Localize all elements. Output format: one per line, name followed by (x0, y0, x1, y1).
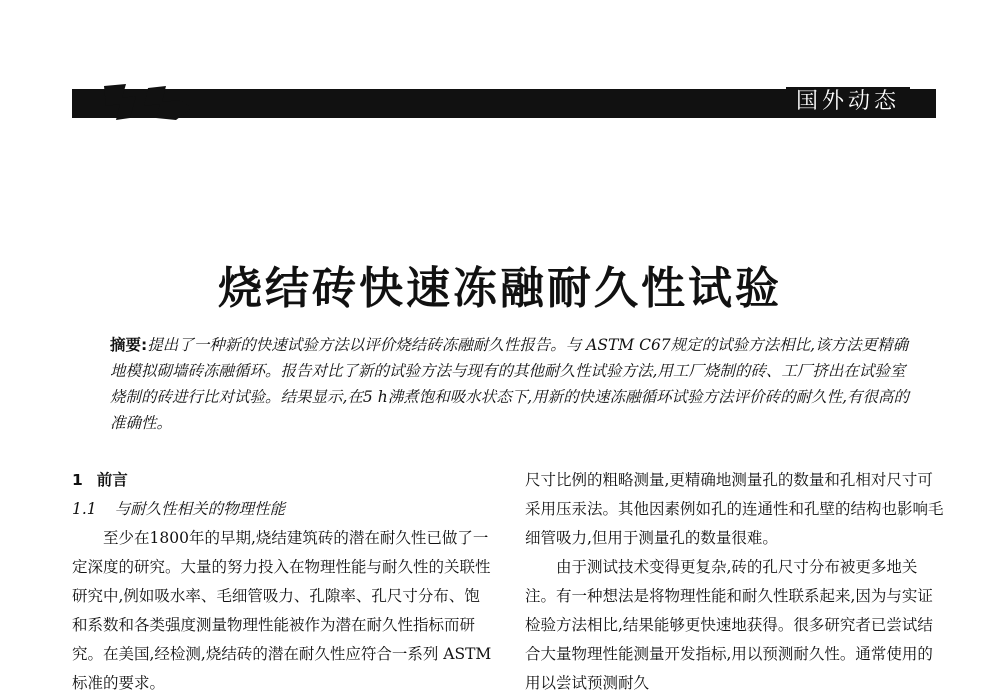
section-title: 前言 (96, 471, 128, 489)
abstract-label: 摘要: (110, 336, 148, 354)
subsection-heading (72, 495, 492, 524)
body-paragraph: 由于测试技术变得更复杂,砖的孔尺寸分布被更多地关注。有一种想法是将物理性能和耐久性联系起来,因为与实证检验方法相比,结果能够更快速地获得。很多研究者已尝试结合大量物理性能测量开发指标,用以预测耐久性。通常使用的用以尝试预测耐久 (525, 558, 933, 692)
subsection-number: 1.1 (72, 500, 97, 518)
left-column (72, 466, 492, 698)
journal-logo-mark (96, 78, 206, 124)
section-number: 1 (72, 471, 83, 489)
body-paragraph-continued: 尺寸比例的粗略测量,更精确地测量孔的数量和孔相对尺寸可采用压汞法。其他因素例如孔的连通性和孔壁的结构也影响毛细管吸力,但用于测量孔的数量很难。 (525, 471, 944, 547)
right-column (525, 466, 945, 698)
body-paragraph: 至少在1800年的早期,烧结建筑砖的潜在耐久性已做了一定深度的研究。大量的努力投入在物理性能与耐久性的关联性研究中,例如吸水率、毛细管吸力、孔隙率、孔尺寸分布、饱和系数和各类强度测量物理性能被作为潜在耐久性指标而研究。在美国,经检测,烧结砖的潜在耐久性应符合一系列 ASTM 标准的要求。 (72, 529, 492, 692)
subsection-title: 与耐久性相关的物理性能 (114, 500, 286, 518)
abstract-text: 提出了一种新的快速试验方法以评价烧结砖冻融耐久性报告。与 ASTM C67规定的试验方法相比,该方法更精确地模拟砌墙砖冻融循环。报告对比了新的试验方法与现有的其他耐久性试验方法,用工厂烧制的砖、工厂挤出在试验室烧制的砖进行比对试验。结果显示,在5 h沸煮饱和吸水状态下,用新的快速冻融循环试验方法评价砖的耐久性,有很高的准确性。 (110, 336, 910, 432)
abstract (110, 332, 910, 436)
section-heading (72, 466, 492, 495)
section-label: 国外动态 (786, 87, 910, 117)
article-title: 烧结砖快速冻融耐久性试验 (218, 263, 782, 314)
